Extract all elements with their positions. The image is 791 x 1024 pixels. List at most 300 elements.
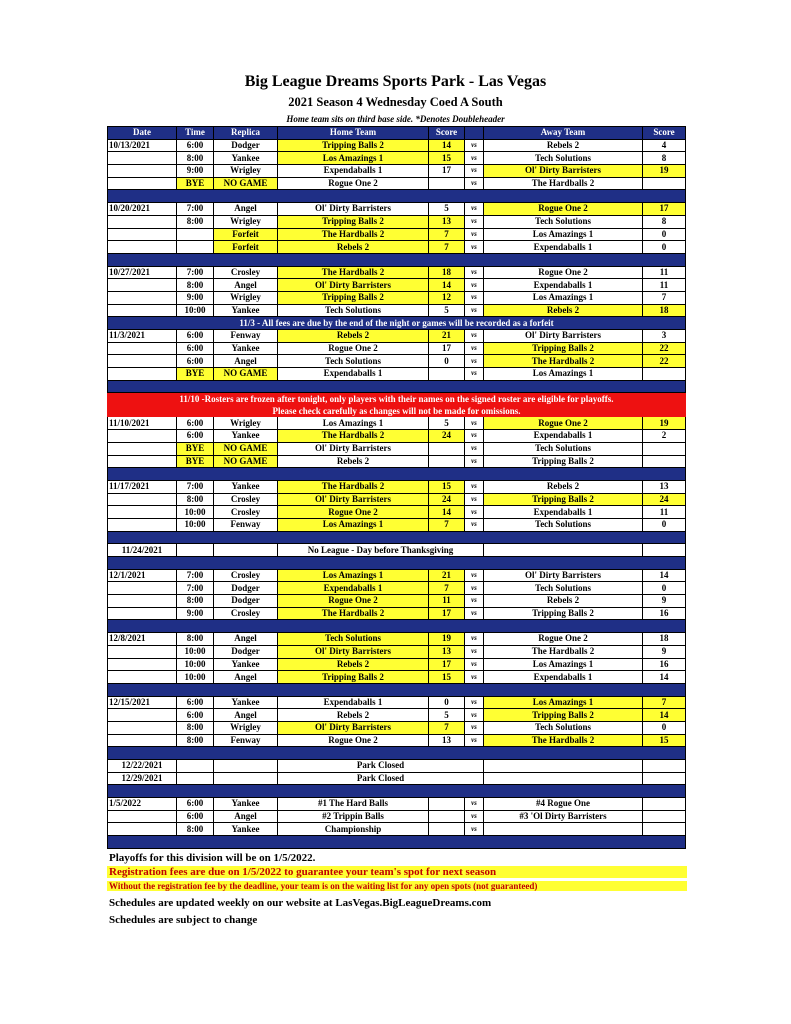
field-replica: Wrigley <box>214 215 278 228</box>
field-replica: Yankee <box>214 658 278 671</box>
home-team: The Hardballs 2 <box>278 607 429 620</box>
game-row <box>108 304 686 317</box>
game-time: 6:00 <box>177 417 214 430</box>
game-date: 1/5/2022 <box>108 798 177 811</box>
game-date <box>108 493 177 506</box>
empty-cell <box>643 772 686 785</box>
game-row <box>108 645 686 658</box>
game-time: 9:00 <box>177 607 214 620</box>
bye-row <box>108 442 686 455</box>
roster-freeze-row <box>108 405 686 417</box>
away-score: 17 <box>643 203 686 216</box>
empty-cell <box>484 772 643 785</box>
col-away-score: Score <box>643 127 686 140</box>
home-team: The Hardballs 2 <box>278 480 429 493</box>
away-team: Expendaballs 1 <box>484 241 643 254</box>
separator-cell <box>108 253 686 266</box>
playoff-row <box>108 810 686 823</box>
field-replica: Fenway <box>214 330 278 343</box>
field-replica: Angel <box>214 633 278 646</box>
away-team: Rebels 2 <box>484 139 643 152</box>
game-time: 8:00 <box>177 595 214 608</box>
field-replica: Angel <box>214 709 278 722</box>
away-team <box>484 823 643 836</box>
home-score: 21 <box>429 569 465 582</box>
home-team: The Hardballs 2 <box>278 266 429 279</box>
vs-label: vs <box>465 228 484 241</box>
col-away-team: Away Team <box>484 127 643 140</box>
away-team: Expendaballs 1 <box>484 279 643 292</box>
away-score: 0 <box>643 721 686 734</box>
game-row <box>108 139 686 152</box>
week-separator <box>108 253 686 266</box>
vs-label: vs <box>465 355 484 368</box>
game-row <box>108 266 686 279</box>
game-row <box>108 279 686 292</box>
game-time: 6:00 <box>177 798 214 811</box>
field-replica: Yankee <box>214 823 278 836</box>
game-date <box>108 165 177 178</box>
field-replica: Yankee <box>214 696 278 709</box>
field-replica: Dodger <box>214 645 278 658</box>
bye-row <box>108 177 686 190</box>
game-row <box>108 595 686 608</box>
away-team: Rebels 2 <box>484 480 643 493</box>
game-date <box>108 582 177 595</box>
empty-cell <box>177 760 214 773</box>
home-score: 24 <box>429 493 465 506</box>
home-team: #2 Trippin Balls <box>278 810 429 823</box>
empty-cell <box>643 760 686 773</box>
empty-cell <box>643 544 686 557</box>
week-separator <box>108 747 686 760</box>
game-time: 7:00 <box>177 203 214 216</box>
footer-waiting-list: Without the registration fee by the deadline, your team is on the waiting list for any open spots (not guaranteed) <box>107 881 687 891</box>
game-date <box>108 607 177 620</box>
game-time: 10:00 <box>177 518 214 531</box>
away-score: 18 <box>643 304 686 317</box>
away-team: Tech Solutions <box>484 582 643 595</box>
away-score: 0 <box>643 228 686 241</box>
home-team: Rebels 2 <box>278 330 429 343</box>
game-time: 8:00 <box>177 633 214 646</box>
game-row <box>108 241 686 254</box>
field-replica: Wrigley <box>214 721 278 734</box>
game-row <box>108 721 686 734</box>
vs-label: vs <box>465 430 484 443</box>
closed-notice: Park Closed <box>278 760 484 773</box>
game-time: BYE <box>177 368 214 381</box>
game-date <box>108 291 177 304</box>
col-date: Date <box>108 127 177 140</box>
field-replica: Crosley <box>214 569 278 582</box>
field-replica: Yankee <box>214 152 278 165</box>
field-replica: Wrigley <box>214 165 278 178</box>
game-time: 8:00 <box>177 734 214 747</box>
vs-label: vs <box>465 823 484 836</box>
game-date: 11/3/2021 <box>108 330 177 343</box>
closed-row <box>108 544 686 557</box>
vs-label: vs <box>465 645 484 658</box>
empty-cell <box>177 544 214 557</box>
vs-label: vs <box>465 569 484 582</box>
vs-label: vs <box>465 139 484 152</box>
game-date: 10/27/2021 <box>108 266 177 279</box>
away-team: The Hardballs 2 <box>484 645 643 658</box>
field-replica: Wrigley <box>214 291 278 304</box>
game-date: 10/20/2021 <box>108 203 177 216</box>
page-subtitle: 2021 Season 4 Wednesday Coed A South <box>288 95 503 109</box>
vs-label: vs <box>465 607 484 620</box>
home-score: 15 <box>429 480 465 493</box>
game-date: 12/15/2021 <box>108 696 177 709</box>
field-replica: Crosley <box>214 493 278 506</box>
game-time: 6:00 <box>177 430 214 443</box>
home-score <box>429 823 465 836</box>
home-score <box>429 798 465 811</box>
game-date <box>108 368 177 381</box>
away-score <box>643 177 686 190</box>
field-replica: Dodger <box>214 582 278 595</box>
field-replica: NO GAME <box>214 177 278 190</box>
game-time: 8:00 <box>177 279 214 292</box>
vs-label: vs <box>465 582 484 595</box>
away-team: #3 'Ol Dirty Barristers <box>484 810 643 823</box>
home-team: Rogue One 2 <box>278 595 429 608</box>
footer-registration: Registration fees are due on 1/5/2022 to guarantee your team's spot for next season <box>107 866 687 878</box>
vs-label: vs <box>465 330 484 343</box>
away-team: #4 Rogue One <box>484 798 643 811</box>
away-team: Los Amazings 1 <box>484 696 643 709</box>
away-score: 0 <box>643 582 686 595</box>
away-team: Los Amazings 1 <box>484 291 643 304</box>
col-replica: Replica <box>214 127 278 140</box>
game-date <box>108 215 177 228</box>
away-score: 22 <box>643 355 686 368</box>
away-score <box>643 810 686 823</box>
home-team: Expendaballs 1 <box>278 582 429 595</box>
game-row <box>108 165 686 178</box>
game-row <box>108 355 686 368</box>
home-score: 17 <box>429 658 465 671</box>
home-team: Rogue One 2 <box>278 734 429 747</box>
vs-label: vs <box>465 368 484 381</box>
field-replica: Yankee <box>214 304 278 317</box>
game-date <box>108 355 177 368</box>
game-date <box>108 430 177 443</box>
game-time: 8:00 <box>177 152 214 165</box>
home-score: 17 <box>429 165 465 178</box>
field-replica: Dodger <box>214 139 278 152</box>
home-team: Tripping Balls 2 <box>278 291 429 304</box>
game-row <box>108 582 686 595</box>
week-separator <box>108 557 686 570</box>
away-team: Rogue One 2 <box>484 203 643 216</box>
game-time <box>177 228 214 241</box>
game-time: 8:00 <box>177 823 214 836</box>
home-score: 13 <box>429 734 465 747</box>
week-separator <box>108 620 686 633</box>
away-team: Tech Solutions <box>484 215 643 228</box>
away-score: 4 <box>643 139 686 152</box>
vs-label: vs <box>465 633 484 646</box>
away-score: 19 <box>643 165 686 178</box>
away-team: Expendaballs 1 <box>484 506 643 519</box>
game-time: 10:00 <box>177 645 214 658</box>
home-team: The Hardballs 2 <box>278 430 429 443</box>
home-score: 12 <box>429 291 465 304</box>
schedule-table <box>107 126 686 849</box>
game-row <box>108 493 686 506</box>
separator-cell <box>108 836 686 849</box>
game-row <box>108 480 686 493</box>
vs-label: vs <box>465 671 484 684</box>
separator-cell <box>108 190 686 203</box>
game-row <box>108 734 686 747</box>
away-score: 3 <box>643 330 686 343</box>
home-score: 21 <box>429 330 465 343</box>
game-row <box>108 569 686 582</box>
home-team: Championship <box>278 823 429 836</box>
away-score: 0 <box>643 241 686 254</box>
game-row <box>108 607 686 620</box>
game-row <box>108 709 686 722</box>
game-date: 12/22/2021 <box>108 760 177 773</box>
week-separator <box>108 190 686 203</box>
footer-subject-to-change: Schedules are subject to change <box>109 914 258 926</box>
home-score: 17 <box>429 607 465 620</box>
game-date: 12/29/2021 <box>108 772 177 785</box>
home-score: 0 <box>429 696 465 709</box>
home-team: Los Amazings 1 <box>278 518 429 531</box>
field-replica: Yankee <box>214 480 278 493</box>
fee-notice-row <box>108 317 686 330</box>
game-time: 9:00 <box>177 291 214 304</box>
away-score: 9 <box>643 645 686 658</box>
home-score: 13 <box>429 645 465 658</box>
away-score <box>643 455 686 468</box>
roster-freeze-row <box>108 393 686 405</box>
home-team: Ol' Dirty Barristers <box>278 493 429 506</box>
away-team: Tripping Balls 2 <box>484 709 643 722</box>
field-replica: Crosley <box>214 607 278 620</box>
game-date <box>108 658 177 671</box>
separator-cell <box>108 380 686 393</box>
col-vs <box>465 127 484 140</box>
vs-label: vs <box>465 203 484 216</box>
game-time: 6:00 <box>177 709 214 722</box>
home-score: 15 <box>429 152 465 165</box>
away-score: 18 <box>643 633 686 646</box>
game-date <box>108 734 177 747</box>
col-time: Time <box>177 127 214 140</box>
home-score: 5 <box>429 203 465 216</box>
home-score: 5 <box>429 417 465 430</box>
field-replica: Fenway <box>214 734 278 747</box>
home-score: 7 <box>429 228 465 241</box>
closed-row <box>108 772 686 785</box>
game-date <box>108 518 177 531</box>
home-team: Rogue One 2 <box>278 342 429 355</box>
bye-row <box>108 455 686 468</box>
game-row <box>108 342 686 355</box>
game-time: 6:00 <box>177 330 214 343</box>
field-replica: Fenway <box>214 518 278 531</box>
game-row <box>108 430 686 443</box>
home-score: 5 <box>429 709 465 722</box>
away-team: Tech Solutions <box>484 152 643 165</box>
away-team: The Hardballs 2 <box>484 177 643 190</box>
vs-label: vs <box>465 177 484 190</box>
vs-label: vs <box>465 595 484 608</box>
game-row <box>108 696 686 709</box>
home-score: 13 <box>429 215 465 228</box>
away-score: 9 <box>643 595 686 608</box>
field-replica: Angel <box>214 355 278 368</box>
vs-label: vs <box>465 241 484 254</box>
separator-cell <box>108 468 686 481</box>
home-score: 7 <box>429 518 465 531</box>
week-separator <box>108 683 686 696</box>
away-score: 14 <box>643 671 686 684</box>
schedule-body <box>108 139 686 848</box>
game-time: 10:00 <box>177 658 214 671</box>
game-row <box>108 291 686 304</box>
home-team: Tech Solutions <box>278 304 429 317</box>
game-row <box>108 518 686 531</box>
away-score <box>643 798 686 811</box>
game-date: 11/17/2021 <box>108 480 177 493</box>
playoff-row <box>108 798 686 811</box>
home-score: 14 <box>429 279 465 292</box>
home-team: Expendaballs 1 <box>278 368 429 381</box>
empty-cell <box>214 772 278 785</box>
away-team: Los Amazings 1 <box>484 368 643 381</box>
home-score: 19 <box>429 633 465 646</box>
home-score <box>429 455 465 468</box>
footer-website: Schedules are updated weekly on our website at LasVegas.BigLeagueDreams.com <box>109 897 492 909</box>
field-replica: NO GAME <box>214 455 278 468</box>
field-replica: Angel <box>214 810 278 823</box>
home-team: Los Amazings 1 <box>278 569 429 582</box>
vs-label: vs <box>465 709 484 722</box>
game-date <box>108 228 177 241</box>
game-date <box>108 671 177 684</box>
game-row <box>108 506 686 519</box>
home-team: Los Amazings 1 <box>278 417 429 430</box>
away-team: Tripping Balls 2 <box>484 607 643 620</box>
home-score: 18 <box>429 266 465 279</box>
game-date <box>108 152 177 165</box>
home-score: 0 <box>429 355 465 368</box>
roster-freeze-notice: Please check carefully as changes will not be made for omissions. <box>108 405 686 417</box>
away-score: 16 <box>643 658 686 671</box>
home-score <box>429 810 465 823</box>
game-date <box>108 342 177 355</box>
away-team: Tripping Balls 2 <box>484 342 643 355</box>
vs-label: vs <box>465 455 484 468</box>
home-score: 7 <box>429 721 465 734</box>
home-team: Ol' Dirty Barristers <box>278 203 429 216</box>
field-replica: Forfeit <box>214 228 278 241</box>
game-time: 10:00 <box>177 304 214 317</box>
field-replica: Yankee <box>214 430 278 443</box>
away-team: Rebels 2 <box>484 595 643 608</box>
empty-cell <box>214 544 278 557</box>
game-date <box>108 455 177 468</box>
home-score: 14 <box>429 139 465 152</box>
game-time: 7:00 <box>177 569 214 582</box>
away-score: 7 <box>643 696 686 709</box>
game-date <box>108 304 177 317</box>
field-replica: Angel <box>214 279 278 292</box>
empty-cell <box>214 760 278 773</box>
away-team: Expendaballs 1 <box>484 430 643 443</box>
away-score <box>643 823 686 836</box>
home-score <box>429 442 465 455</box>
vs-label: vs <box>465 810 484 823</box>
vs-label: vs <box>465 152 484 165</box>
game-date <box>108 177 177 190</box>
game-row <box>108 215 686 228</box>
vs-label: vs <box>465 304 484 317</box>
away-score: 14 <box>643 709 686 722</box>
game-time: 8:00 <box>177 721 214 734</box>
week-separator <box>108 836 686 849</box>
vs-label: vs <box>465 165 484 178</box>
game-time: 6:00 <box>177 355 214 368</box>
game-row <box>108 330 686 343</box>
game-date <box>108 721 177 734</box>
game-time <box>177 241 214 254</box>
separator-cell <box>108 620 686 633</box>
away-score <box>643 442 686 455</box>
separator-cell <box>108 557 686 570</box>
week-separator <box>108 785 686 798</box>
away-score <box>643 368 686 381</box>
away-score: 8 <box>643 152 686 165</box>
game-date <box>108 823 177 836</box>
vs-label: vs <box>465 291 484 304</box>
week-separator <box>108 380 686 393</box>
away-team: The Hardballs 2 <box>484 355 643 368</box>
field-replica: NO GAME <box>214 442 278 455</box>
roster-freeze-notice: 11/10 -Rosters are frozen after tonight, only players with their names on the signed roster are eligible for playoffs. <box>108 393 686 405</box>
away-score: 15 <box>643 734 686 747</box>
game-date <box>108 442 177 455</box>
game-row <box>108 417 686 430</box>
game-row <box>108 633 686 646</box>
game-row <box>108 203 686 216</box>
closed-notice: No League - Day before Thanksgiving <box>278 544 484 557</box>
vs-label: vs <box>465 215 484 228</box>
field-replica: Crosley <box>214 266 278 279</box>
field-replica: Forfeit <box>214 241 278 254</box>
away-score: 8 <box>643 215 686 228</box>
game-date: 11/10/2021 <box>108 417 177 430</box>
game-date: 12/8/2021 <box>108 633 177 646</box>
game-time: BYE <box>177 442 214 455</box>
away-score: 13 <box>643 480 686 493</box>
field-replica: Wrigley <box>214 417 278 430</box>
game-time: 6:00 <box>177 139 214 152</box>
game-time: 6:00 <box>177 696 214 709</box>
away-score: 24 <box>643 493 686 506</box>
game-date <box>108 645 177 658</box>
footer-playoffs: Playoffs for this division will be on 1/5/2022. <box>109 852 316 864</box>
game-row <box>108 658 686 671</box>
home-team: Tripping Balls 2 <box>278 215 429 228</box>
